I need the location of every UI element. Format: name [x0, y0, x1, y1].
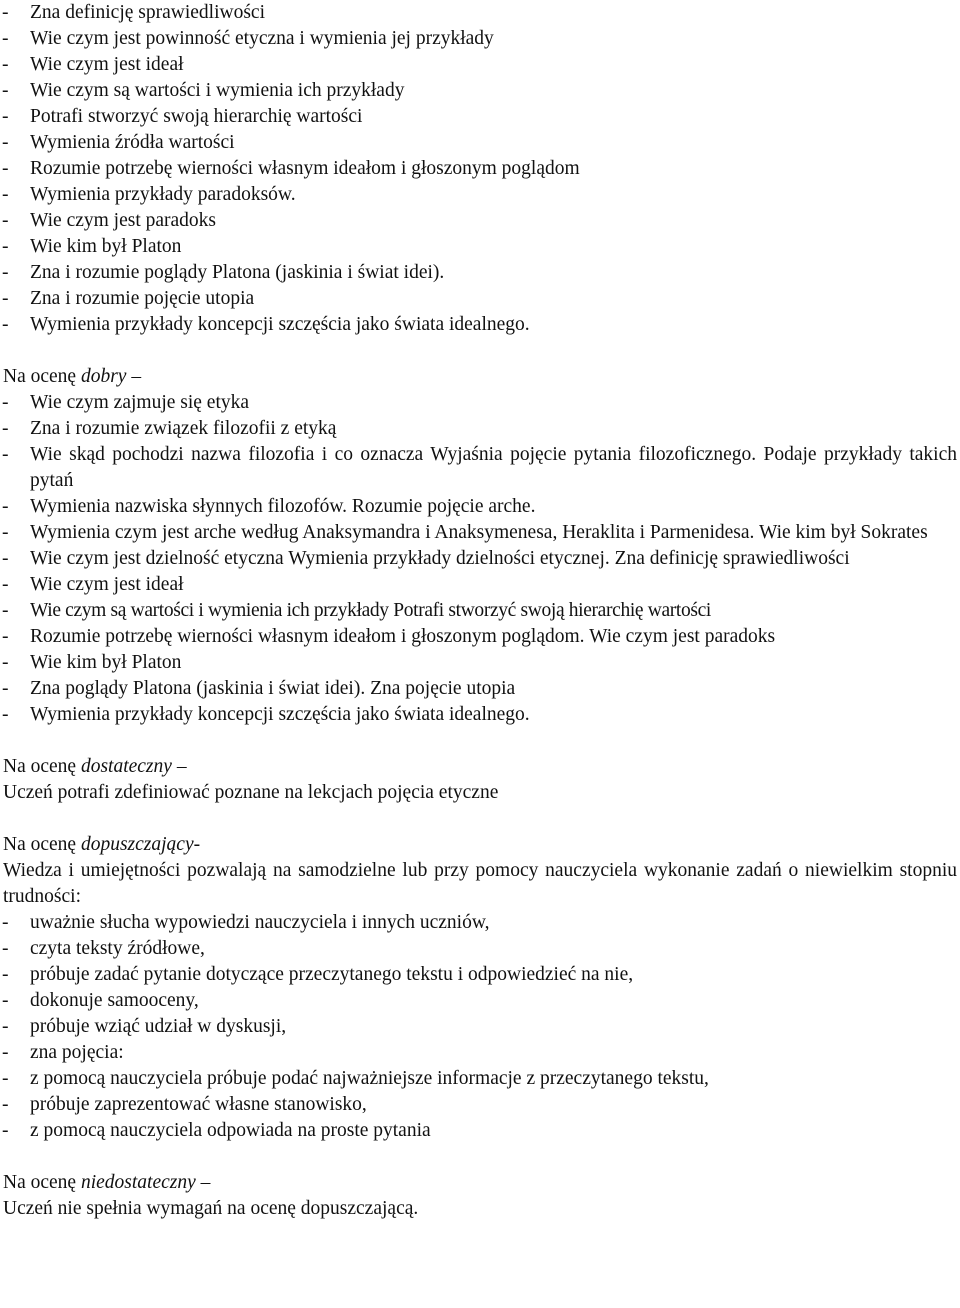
- section-intro: Wiedza i umiejętności pozwalają na samodzielne lub przy pomocy nauczyciela wykonanie zadań o niewielkim stopniu trudności:: [3, 860, 957, 907]
- list-item: - dokonuje samooceny,: [0, 988, 957, 1014]
- list-item: - Potrafi stworzyć swoją hierarchię wartości: [0, 104, 957, 130]
- list-item: - Zna poglądy Platona (jaskinia i świat idei). Zna pojęcie utopia: [0, 676, 957, 702]
- list-item: - uważnie słucha wypowiedzi nauczyciela i innych uczniów,: [0, 910, 957, 936]
- list-item: - z pomocą nauczyciela odpowiada na proste pytania: [0, 1118, 957, 1144]
- section-niedostateczny: [0, 1170, 957, 1222]
- list-item: - Wie czym jest paradoks: [0, 208, 957, 234]
- list-item: - Wymienia przykłady koncepcji szczęścia jako świata idealnego.: [0, 702, 957, 728]
- list-item: - próbuje zaprezentować własne stanowisko,: [0, 1092, 957, 1118]
- heading-lead: Na ocenę: [3, 366, 77, 387]
- list-item: - Rozumie potrzebę wierności własnym ideałom i głoszonym poglądom. Wie czym jest paradoks: [0, 624, 957, 650]
- section-text: Uczeń nie spełnia wymagań na ocenę dopuszczającą.: [3, 1198, 419, 1219]
- list-item: - Wie czym jest ideał: [0, 52, 957, 78]
- list-item: - Wie kim był Platon: [0, 650, 957, 676]
- list-item: - Wie czym są wartości i wymienia ich przykłady: [0, 78, 957, 104]
- list-item: - Wymienia czym jest arche według Anaksymandra i Anaksymenesa, Heraklita i Parmenidesa. Wie kim był Sokrates: [0, 520, 957, 546]
- list-item: - czyta teksty źródłowe,: [0, 936, 957, 962]
- section-heading: [0, 364, 957, 390]
- list-item: - Rozumie potrzebę wierności własnym ideałom i głoszonym poglądom: [0, 156, 957, 182]
- list-item: - Zna i rozumie poglądy Platona (jaskinia i świat idei).: [0, 260, 957, 286]
- list-item: - Wymienia nazwiska słynnych filozofów. Rozumie pojęcie arche.: [0, 494, 957, 520]
- section-text: Uczeń potrafi zdefiniować poznane na lekcjach pojęcia etyczne: [3, 782, 499, 803]
- list-item: - Wie czym jest powinność etyczna i wymienia jej przykłady: [0, 26, 957, 52]
- list-item: - Zna i rozumie pojęcie utopia: [0, 286, 957, 312]
- section-dostateczny: [0, 754, 957, 806]
- heading-dash: -: [193, 834, 201, 855]
- list-item: - Wymienia przykłady koncepcji szczęścia jako świata idealnego.: [0, 312, 957, 338]
- list-item: - próbuje wziąć udział w dyskusji,: [0, 1014, 957, 1040]
- list-item: - Wie skąd pochodzi nazwa filozofia i co oznacza Wyjaśnia pojęcie pytania filozoficznego. Podaje przykłady takich pytań: [0, 442, 957, 494]
- heading-grade-text: dopuszczający: [80, 834, 194, 855]
- section-dobry: [0, 364, 957, 728]
- heading-grade: [81, 834, 200, 855]
- list-item: - Wie czym są wartości i wymienia ich przykłady Potrafi stworzyć swoją hierarchię wartości: [0, 598, 957, 624]
- list-item: - próbuje zadać pytanie dotyczące przeczytanego tekstu i odpowiedzieć na nie,: [0, 962, 957, 988]
- heading-lead: Na ocenę: [3, 756, 77, 777]
- list-item: - Wymienia źródła wartości: [0, 130, 957, 156]
- list-item: - Wie czym jest dzielność etyczna Wymienia przykłady dzielności etycznej. Zna definicję sprawiedliwości: [0, 546, 957, 572]
- section-heading: [0, 1170, 957, 1196]
- heading-dash: –: [176, 756, 187, 777]
- section-dopuszczajacy: [0, 832, 957, 1144]
- heading-grade: niedostateczny: [80, 1172, 196, 1193]
- list-item: - z pomocą nauczyciela próbuje podać najważniejsze informacje z przeczytanego tekstu,: [0, 1066, 957, 1092]
- list-item: - Wie czym jest ideał: [0, 572, 957, 598]
- heading-dash: –: [131, 366, 142, 387]
- list-item: - Zna i rozumie związek filozofii z etyką: [0, 416, 957, 442]
- heading-lead: Na ocenę: [3, 1172, 77, 1193]
- section-heading: [0, 832, 957, 858]
- list-item: - zna pojęcia:: [0, 1040, 957, 1066]
- heading-grade: dobry: [80, 366, 127, 387]
- heading-grade: dostateczny: [80, 756, 172, 777]
- list-item: - Wie czym zajmuje się etyka: [0, 390, 957, 416]
- list-item: - Wie kim był Platon: [0, 234, 957, 260]
- section-heading: [0, 754, 957, 780]
- list-item: - Wymienia przykłady paradoksów.: [0, 182, 957, 208]
- intro-list: [0, 0, 957, 338]
- list-item: - Zna definicję sprawiedliwości: [0, 0, 957, 26]
- heading-dash: –: [200, 1172, 211, 1193]
- heading-lead: Na ocenę: [3, 834, 77, 855]
